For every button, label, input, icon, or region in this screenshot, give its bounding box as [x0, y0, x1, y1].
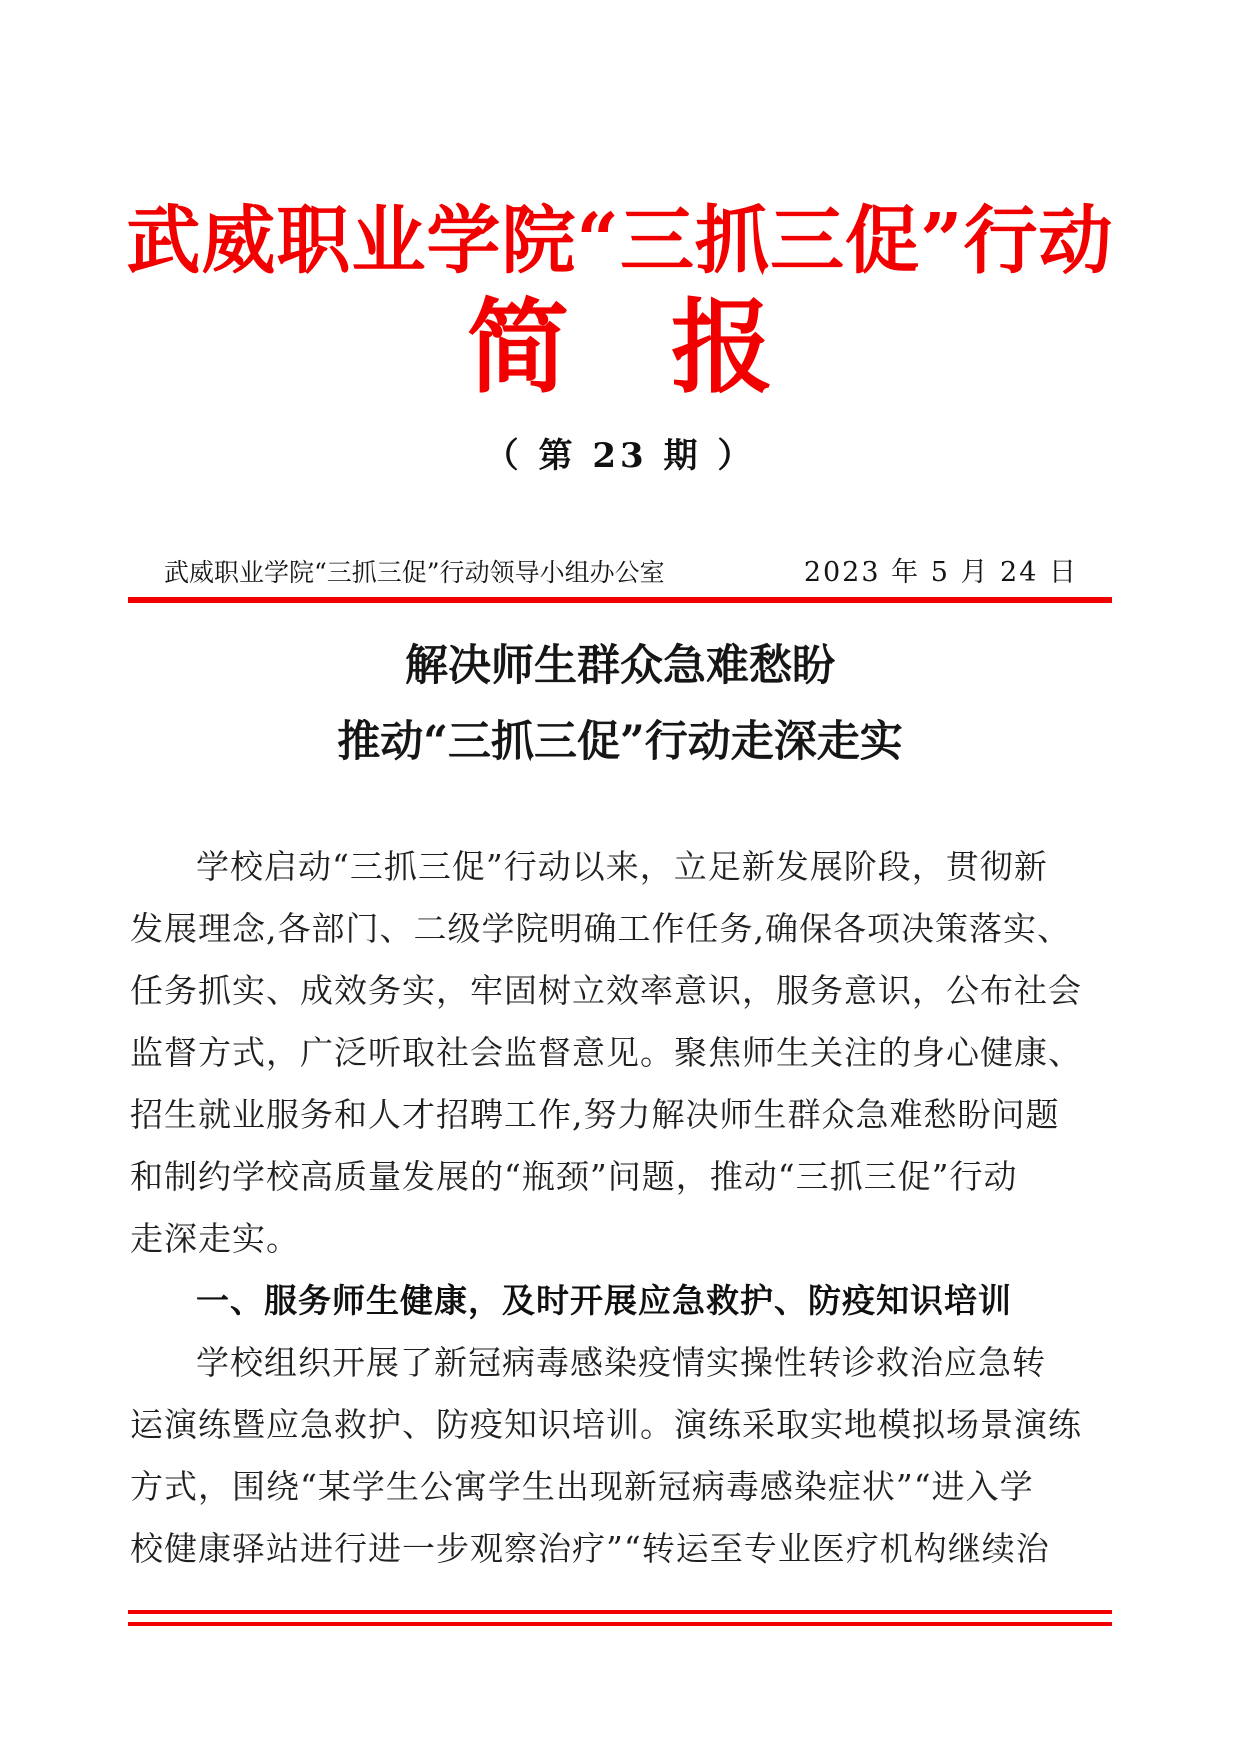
article-title-line1: 解决师生群众急难愁盼 — [405, 641, 835, 691]
masthead-subtitle: 简 报 — [467, 288, 773, 408]
body-line: 运演练暨应急救护、防疫知识培训。演练采取实地模拟场景演练 — [130, 1405, 1082, 1444]
article-body — [130, 836, 1110, 1580]
section-heading: 一、服务师生健康，及时开展应急救护、防疫知识培训 — [196, 1281, 1012, 1320]
body-line: 和制约学校高质量发展的“瓶颈”问题，推动“三抓三促”行动 — [130, 1157, 1018, 1196]
body-line: 校健康驿站进行进一步观察治疗”“转运至专业医疗机构继续治 — [130, 1529, 1050, 1568]
body-line: 监督方式，广泛听取社会监督意见。聚焦师生关注的身心健康、 — [130, 1033, 1082, 1072]
issue-number: （ 第 23 期 ） — [484, 436, 756, 476]
body-line: 招生就业服务和人才招聘工作,努力解决师生群众急难愁盼问题 — [130, 1095, 1060, 1134]
footer-double-rule — [128, 1610, 1112, 1626]
body-line: 方式，围绕“某学生公寓学生出现新冠病毒感染症状”“进入学 — [130, 1467, 1034, 1506]
issue-date: 2023 年 5 月 24 日 — [803, 557, 1078, 588]
article-title-line2: 推动“三抓三促”行动走深走实 — [337, 717, 903, 767]
body-line: 走深走实。 — [130, 1219, 300, 1258]
body-line: 学校组织开展了新冠病毒感染疫情实操性转诊救治应急转 — [196, 1343, 1046, 1382]
body-line: 任务抓实、成效务实，牢固树立效率意识，服务意识，公布社会 — [130, 971, 1082, 1010]
body-line: 发展理念,各部门、二级学院明确工作任务,确保各项决策落实、 — [130, 909, 1071, 948]
masthead-title: 武威职业学院“三抓三促”行动 — [126, 198, 1114, 284]
body-line: 学校启动“三抓三促”行动以来，立足新发展阶段，贯彻新 — [196, 847, 1048, 886]
issuer-name: 武威职业学院“三抓三促”行动领导小组办公室 — [164, 558, 665, 587]
masthead-rule-row — [128, 550, 1112, 603]
